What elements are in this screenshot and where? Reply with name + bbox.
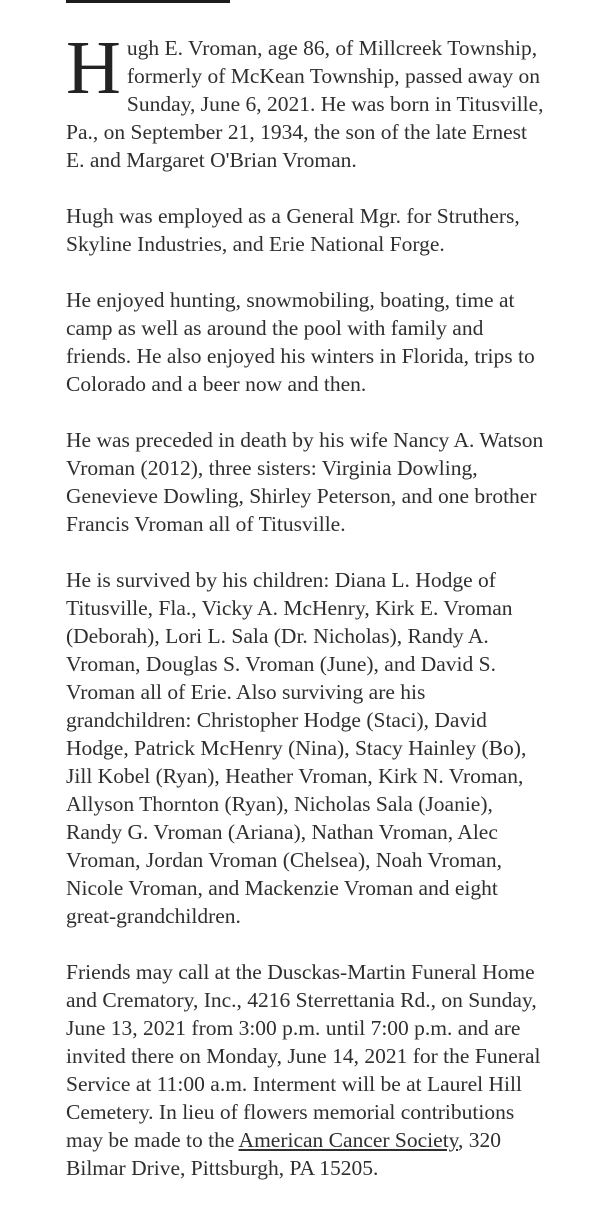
bottom-spacer	[66, 1210, 550, 1232]
obituary-paragraph-2: Hugh was employed as a General Mgr. for Struthers, Skyline Industries, and Erie National Forge.	[66, 204, 520, 256]
american-cancer-society-link[interactable]: American Cancer Society	[238, 1128, 459, 1152]
obituary-paragraph-3: He enjoyed hunting, snowmobiling, boating, time at camp as well as around the pool with family and friends. He also enjoyed his winters in Florida, trips to Colorado and a beer now and then.	[66, 288, 535, 396]
obituary-paragraph-1	[66, 26, 550, 174]
obituary-paragraph-5: He is survived by his children: Diana L. Hodge of Titusville, Fla., Vicky A. McHenry, Kirk E. Vroman (Deborah), Lori L. Sala (Dr. Nicholas), Randy A. Vroman, Douglas S. Vroman (June), and David S. Vroman all of Erie. Also surviving are his grandchildren: Christopher Hodge (Staci), David Hodge, Patrick McHenry (Nina), Stacy Hainley (Bo), Jill Kobel (Ryan), Heather Vroman, Kirk N. Vroman, Allyson Thornton (Ryan), Nicholas Sala (Joanie), Randy G. Vroman (Ariana), Nathan Vroman, Alec Vroman, Jordan Vroman (Chelsea), Noah Vroman, Nicole Vroman, and Mackenzie Vroman and eight great-grandchildren.	[66, 568, 527, 928]
obituary-paragraph-4: He was preceded in death by his wife Nancy A. Watson Vroman (2012), three sisters: Virginia Dowling, Genevieve Dowling, Shirley Peterson, and one brother Francis Vroman all of Titusville.	[66, 428, 544, 536]
obituary-body	[66, 0, 550, 1232]
service-details-text: Friends may call at the Dusckas-Martin Funeral Home and Crematory, Inc., 4216 Sterrettania Rd., on Sunday, June 13, 2021 from 3:00 p.m. until 7:00 p.m. and are invited there on Monday, June 14, 2021 for the Funeral Service at 11:00 a.m. Interment will be at Laurel Hill Cemetery. In lieu of flowers memorial contributions may be made to the	[66, 960, 541, 1152]
obituary-paragraph-6	[66, 958, 550, 1182]
top-divider-bar	[66, 0, 230, 3]
memorial-address-text: , 320 Bilmar Drive, Pittsburgh, PA 15205.	[66, 1128, 502, 1180]
drop-cap-letter: H	[66, 26, 121, 110]
obituary-paragraph-1-text: ugh E. Vroman, age 86, of Millcreek Township, formerly of McKean Township, passed away on Sunday, June 6, 2021. He was born in Titusville, Pa., on September 21, 1934, the son of the late Ernest E. and Margaret O'Brian Vroman.	[66, 36, 544, 172]
